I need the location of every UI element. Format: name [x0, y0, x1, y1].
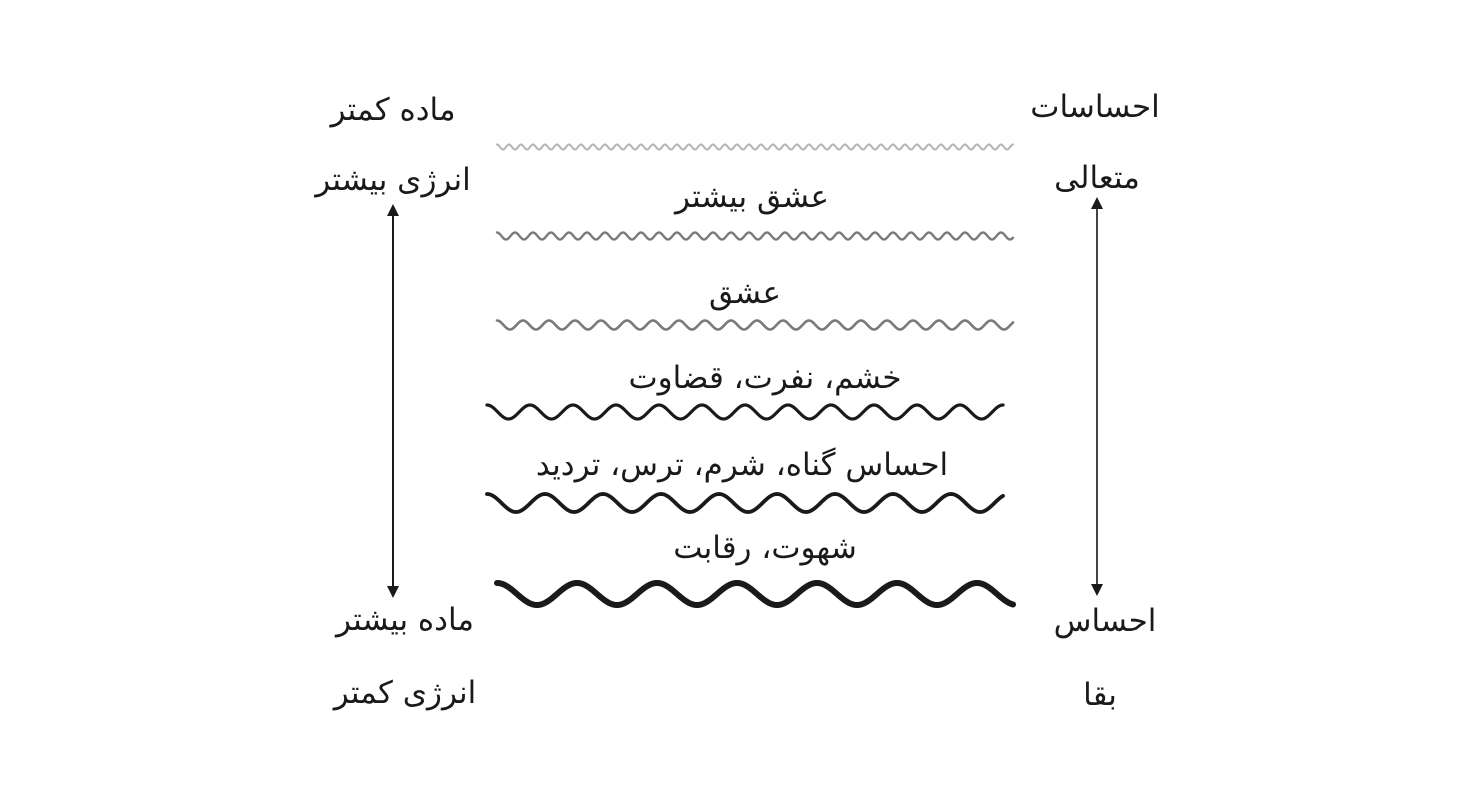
left-top-label-2: انرژی بیشتر [315, 162, 471, 198]
level-label: شهوت، رقابت [673, 530, 857, 566]
wave-line-bottom [497, 583, 1013, 605]
wave-line [487, 405, 1003, 419]
level-label: احساس گناه، شرم، ترس، تردید [535, 447, 949, 483]
wave-line-top [497, 145, 1013, 150]
right-bottom-label-2: بقا [1083, 677, 1117, 713]
left-bottom-label-2: انرژی کمتر [333, 675, 477, 711]
right-top-label-2: متعالی [1054, 160, 1140, 196]
left-top-label-1: ماده کمتر [330, 92, 456, 128]
level-label: خشم، نفرت، قضاوت [628, 360, 902, 396]
wave-line [497, 321, 1013, 330]
right-top-label-1: احساسات [1030, 89, 1160, 125]
level-label: عشق بیشتر [675, 179, 829, 215]
level-label: عشق [708, 275, 782, 311]
left-bottom-label-1: ماده بیشتر [335, 602, 475, 638]
right-bottom-label-1: احساس [1053, 603, 1157, 639]
wave-line [497, 233, 1013, 240]
wave-line [487, 494, 1003, 512]
